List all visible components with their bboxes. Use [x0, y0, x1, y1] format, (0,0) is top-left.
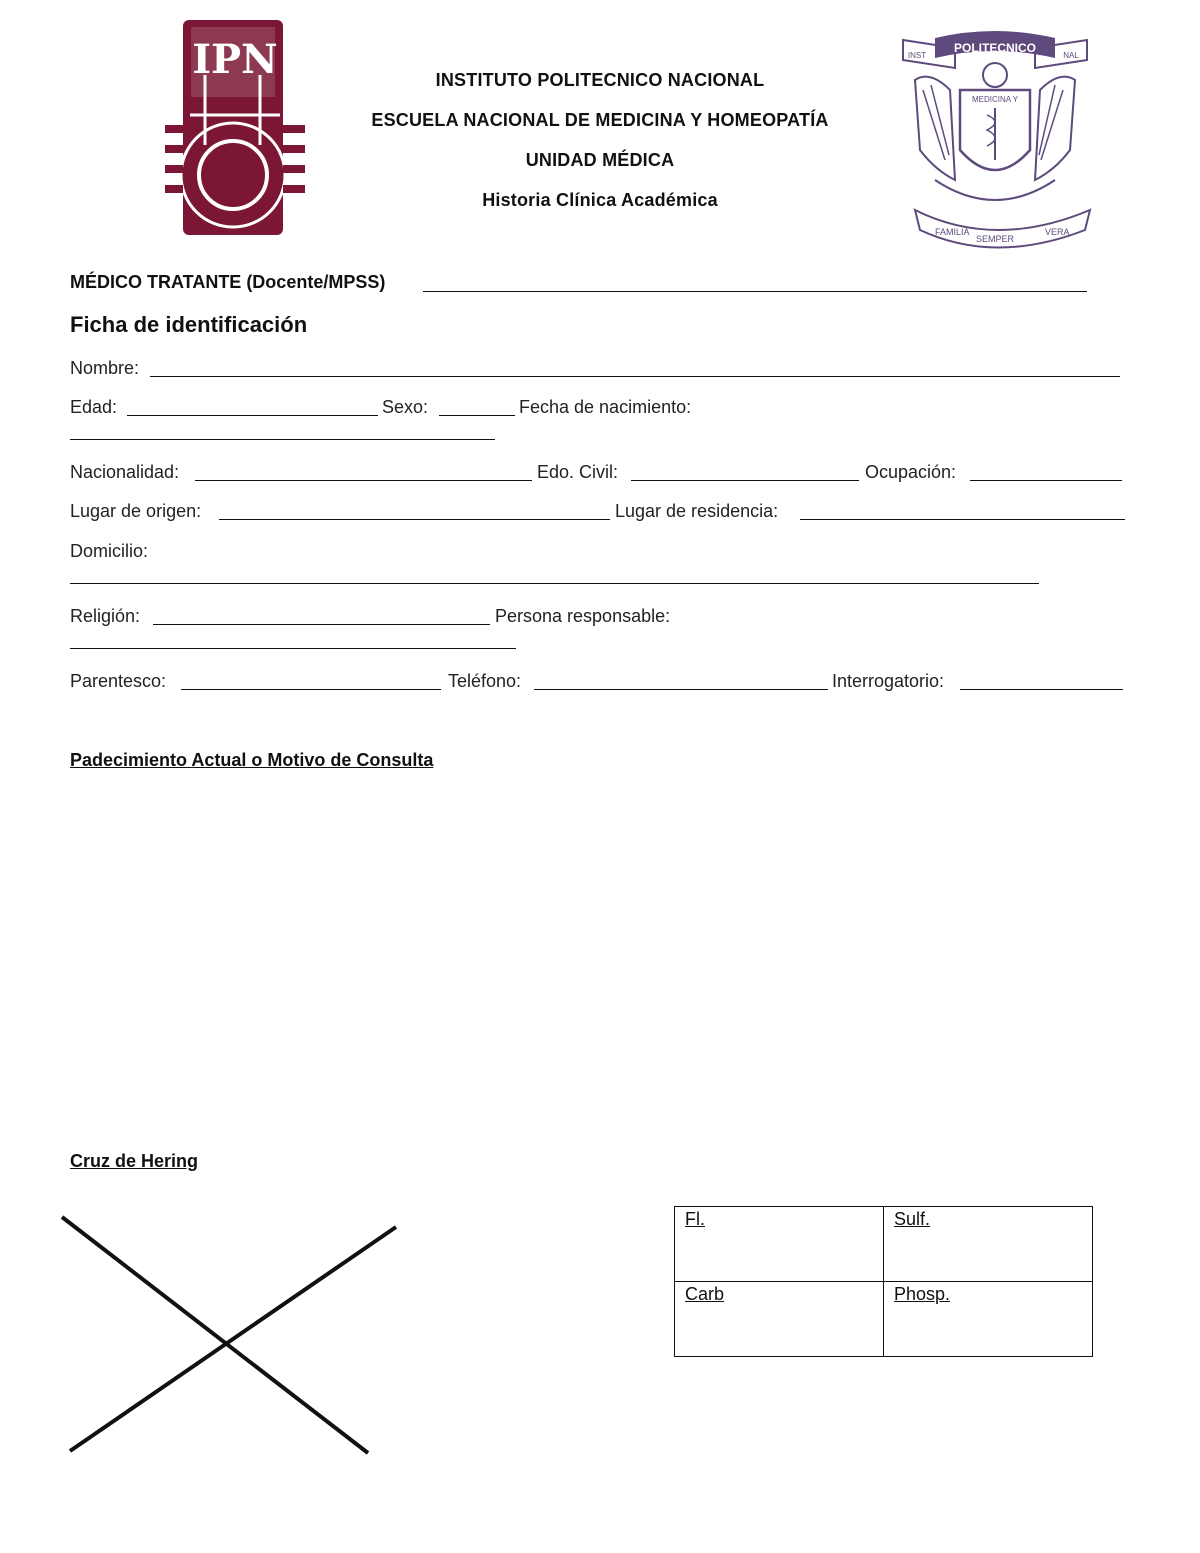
svg-text:SEMPER: SEMPER: [975, 234, 1015, 244]
svg-text:INST: INST: [907, 51, 927, 60]
school-name: ESCUELA NACIONAL DE MEDICINA Y HOMEOPATÍA: [371, 110, 829, 130]
hering-table: [674, 1206, 1093, 1357]
ocupacion-label: Ocupación:: [865, 462, 957, 482]
nacionalidad-field[interactable]: [195, 480, 532, 481]
document-title: Historia Clínica Académica: [482, 190, 718, 210]
ipn-logo: [165, 15, 305, 245]
fecha-nacimiento-field[interactable]: [70, 439, 495, 440]
hering-cross: [55, 1210, 405, 1460]
domicilio-label: Domicilio:: [70, 541, 149, 561]
svg-text:MEDICINA Y: MEDICINA Y: [971, 95, 1019, 104]
nombre-label: Nombre:: [70, 358, 140, 378]
ficha-title: Ficha de identificación: [70, 312, 308, 337]
medico-tratante-field[interactable]: [423, 291, 1087, 292]
ocupacion-field[interactable]: [970, 480, 1122, 481]
edad-field[interactable]: [127, 415, 378, 416]
domicilio-field[interactable]: [70, 583, 1039, 584]
lugar-residencia-label: Lugar de residencia:: [615, 501, 779, 521]
edo-civil-field[interactable]: [631, 480, 859, 481]
nacionalidad-label: Nacionalidad:: [70, 462, 180, 482]
lugar-origen-field[interactable]: [219, 519, 610, 520]
edo-civil-label: Edo. Civil:: [537, 462, 619, 482]
sexo-label: Sexo:: [382, 397, 429, 417]
parentesco-field[interactable]: [181, 689, 441, 690]
svg-text:VERA: VERA: [1045, 227, 1070, 237]
padecimiento-area[interactable]: [70, 780, 1120, 1130]
escudo-logo: [895, 30, 1095, 255]
lugar-origen-label: Lugar de origen:: [70, 501, 202, 521]
fecha-nacimiento-label: Fecha de nacimiento:: [519, 397, 692, 417]
unit-name: UNIDAD MÉDICA: [525, 150, 675, 170]
cell-sulf[interactable]: Sulf.: [884, 1207, 1093, 1282]
cruz-hering-title: Cruz de Hering: [70, 1151, 199, 1171]
svg-text:FAMILIA: FAMILIA: [935, 227, 970, 237]
sexo-field[interactable]: [439, 415, 515, 416]
parentesco-label: Parentesco:: [70, 671, 167, 691]
cell-fl[interactable]: Fl.: [675, 1207, 884, 1282]
padecimiento-title: Padecimiento Actual o Motivo de Consulta: [70, 750, 434, 770]
cell-carb[interactable]: Carb: [675, 1282, 884, 1357]
religion-field[interactable]: [153, 624, 490, 625]
svg-text:IPN: IPN: [192, 36, 278, 83]
telefono-label: Teléfono:: [448, 671, 522, 691]
telefono-field[interactable]: [534, 689, 828, 690]
medico-tratante-label: MÉDICO TRATANTE (Docente/MPSS): [70, 272, 386, 292]
institute-name: INSTITUTO POLITECNICO NACIONAL: [435, 70, 765, 90]
svg-text:POLITECNICO: POLITECNICO: [953, 41, 1037, 55]
lugar-residencia-field[interactable]: [800, 519, 1125, 520]
interrogatorio-field[interactable]: [960, 689, 1123, 690]
persona-responsable-label: Persona responsable:: [495, 606, 671, 626]
persona-responsable-field[interactable]: [70, 648, 516, 649]
edad-label: Edad:: [70, 397, 118, 417]
religion-label: Religión:: [70, 606, 141, 626]
svg-text:NAL: NAL: [1063, 51, 1079, 60]
cell-phosp[interactable]: Phosp.: [884, 1282, 1093, 1357]
interrogatorio-label: Interrogatorio:: [832, 671, 945, 691]
nombre-field[interactable]: [150, 376, 1120, 377]
